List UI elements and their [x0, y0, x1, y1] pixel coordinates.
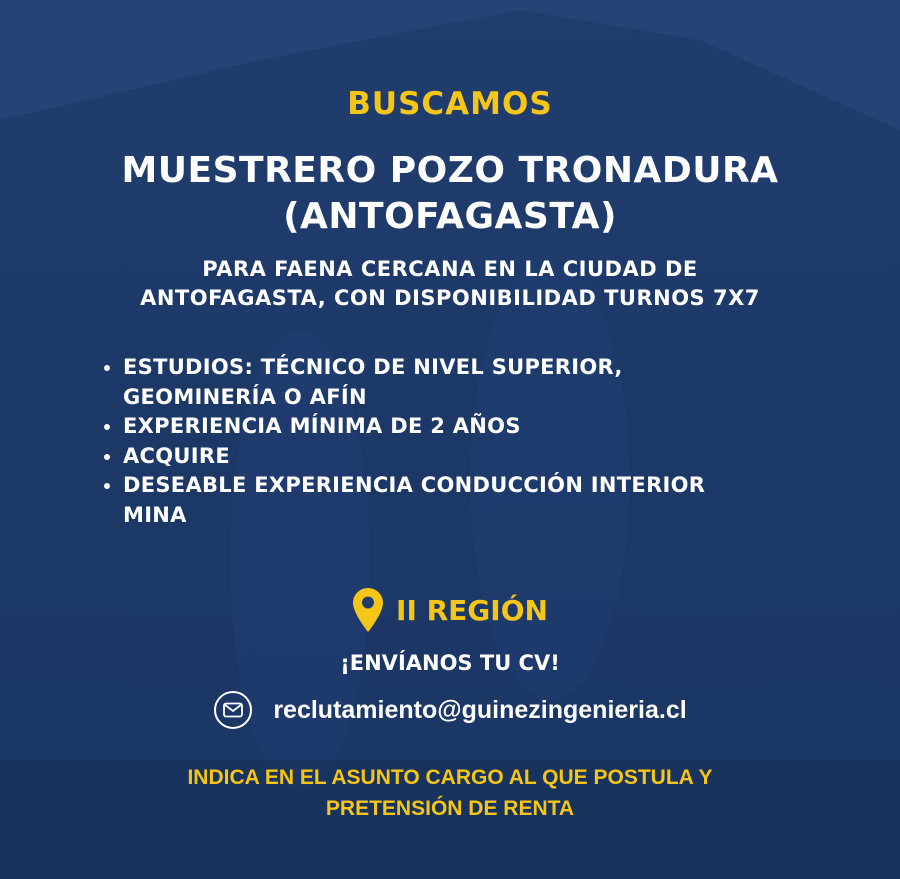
email-contact — [0, 690, 900, 730]
kicker-heading: BUSCAMOS — [347, 86, 553, 122]
job-subtitle — [70, 255, 830, 313]
requirement-text: MINA — [123, 502, 187, 527]
requirement-item — [100, 412, 830, 442]
application-note-line: INDICA EN EL ASUNTO CARGO AL QUE POSTULA Y — [187, 766, 713, 789]
job-subtitle-line: PARA FAENA CERCANA EN LA CIUDAD DE — [202, 257, 698, 281]
requirement-item — [100, 442, 830, 472]
email-address[interactable]: reclutamiento@guinezingenieria.cl — [273, 695, 687, 724]
location-pin-icon — [352, 587, 384, 633]
job-title — [40, 148, 860, 240]
envelope-icon — [213, 690, 253, 730]
location — [0, 587, 900, 633]
requirement-text: DESEABLE EXPERIENCIA CONDUCCIÓN INTERIOR — [123, 473, 706, 497]
job-subtitle-line: ANTOFAGASTA, CON DISPONIBILIDAD TURNOS 7X7 — [140, 286, 760, 310]
requirement-text: EXPERIENCIA MÍNIMA DE 2 AÑOS — [123, 414, 521, 438]
job-title-line: MUESTRERO POZO TRONADURA — [121, 150, 779, 191]
cta-text: ¡ENVÍANOS TU CV! — [340, 651, 560, 675]
job-title-line: (ANTOFAGASTA) — [283, 196, 617, 237]
application-note — [100, 762, 800, 824]
requirement-text: GEOMINERÍA O AFÍN — [123, 384, 367, 409]
location-label: II REGIÓN — [396, 593, 548, 627]
requirement-text: ACQUIRE — [123, 443, 230, 468]
requirement-item — [100, 353, 830, 412]
application-note-line: PRETENSIÓN DE RENTA — [325, 797, 575, 820]
requirement-text: ESTUDIOS: TÉCNICO DE NIVEL SUPERIOR, — [123, 355, 623, 379]
requirements-list — [100, 353, 830, 530]
requirement-item — [100, 471, 830, 530]
